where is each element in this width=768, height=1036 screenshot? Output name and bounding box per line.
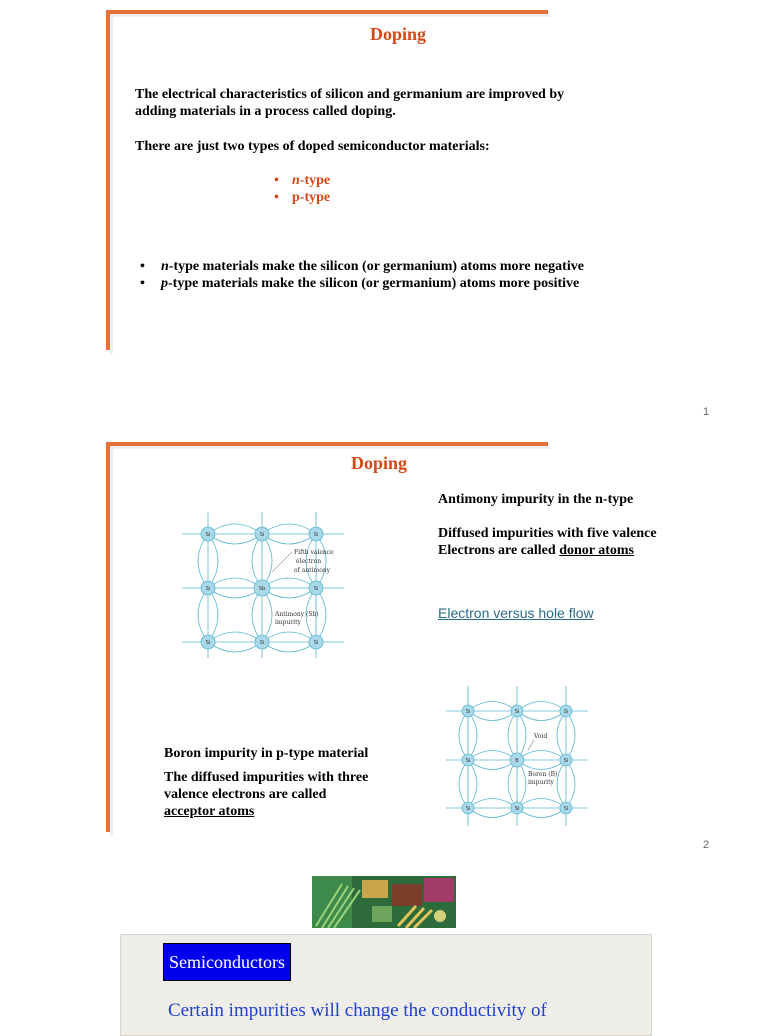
bullet-p-type bbox=[140, 275, 700, 292]
slide-1-title: Doping bbox=[369, 24, 427, 44]
donor-atoms-term: donor atoms bbox=[559, 543, 634, 558]
page-number-2: 2 bbox=[703, 839, 710, 851]
atom-label: Si bbox=[259, 532, 265, 538]
label-void: Void bbox=[534, 733, 548, 740]
semiconductors-button[interactable]: Semiconductors bbox=[163, 943, 291, 981]
atom-label: Si bbox=[205, 532, 211, 538]
type-rest: p-type bbox=[292, 190, 331, 205]
acceptor-atoms-term: acceptor atoms bbox=[164, 804, 255, 819]
bullet-dot: • bbox=[140, 276, 145, 291]
atom-label: Si bbox=[465, 709, 471, 715]
impurity-atom-label: B bbox=[515, 758, 519, 764]
bullet-italic: n bbox=[161, 259, 169, 274]
atom-label: Si bbox=[563, 709, 569, 715]
bullet-rest: -type materials make the silicon (or germanium) atoms more negative bbox=[168, 259, 584, 274]
slide-1-para-1 bbox=[135, 86, 655, 120]
bullet-rest: -type materials make the silicon (or germanium) atoms more positive bbox=[168, 276, 580, 291]
bullet-dot: • bbox=[274, 190, 279, 205]
atom-label: Si bbox=[514, 709, 520, 715]
atom-label: Si bbox=[313, 586, 319, 592]
slide-2-top-shadow bbox=[110, 446, 550, 449]
atom-label: Si bbox=[259, 640, 265, 646]
acceptor-line-2: valence electrons are called bbox=[164, 787, 327, 802]
page-number-1: 1 bbox=[703, 406, 710, 418]
bullet-dot: • bbox=[274, 173, 279, 188]
donor-text bbox=[438, 525, 657, 559]
donor-prefix: Electrons are called bbox=[438, 543, 560, 558]
boron-heading: Boron impurity in p-type material bbox=[164, 746, 369, 761]
donor-line-1: Diffused impurities with five valence bbox=[438, 526, 657, 541]
label-fifth-3: of antimony bbox=[294, 567, 331, 574]
atom-label: Si bbox=[465, 758, 471, 764]
bullet-italic: p bbox=[161, 276, 168, 291]
impurity-atom-label: Sb bbox=[258, 586, 266, 592]
atom-label: Si bbox=[313, 532, 319, 538]
para-1-line-2: adding materials in a process called doping. bbox=[135, 104, 396, 119]
atom-label: Si bbox=[563, 758, 569, 764]
bullet-n-type bbox=[140, 258, 700, 275]
slide-1-bullets bbox=[140, 258, 700, 292]
slide-2-left-shadow bbox=[110, 446, 113, 836]
slide-1-top-shadow bbox=[110, 14, 550, 17]
atom-label: Si bbox=[514, 806, 520, 812]
donor-line-2 bbox=[438, 542, 657, 559]
atom-label: Si bbox=[465, 806, 471, 812]
type-item-p bbox=[274, 189, 330, 206]
n-type-lattice-diagram bbox=[180, 510, 346, 660]
label-imp-2: impurity bbox=[528, 779, 554, 786]
circuit-board-image bbox=[312, 876, 456, 928]
atom-label: Si bbox=[205, 586, 211, 592]
antimony-heading: Antimony impurity in the n-type bbox=[438, 492, 634, 507]
bullet-dot: • bbox=[140, 259, 145, 274]
acceptor-text bbox=[164, 769, 368, 820]
slide-1-left-shadow bbox=[110, 14, 113, 354]
atom-label: Si bbox=[563, 806, 569, 812]
atom-label: Si bbox=[205, 640, 211, 646]
label-fifth-1: Fifth valence bbox=[294, 549, 334, 556]
para-1-line-1: The electrical characteristics of silicon and germanium are improved by bbox=[135, 87, 565, 102]
acceptor-line-1: The diffused impurities with three bbox=[164, 770, 369, 785]
electron-hole-flow-link[interactable]: Electron versus hole flow bbox=[438, 605, 594, 621]
slide-3-text: Certain impurities will change the conductivity of bbox=[168, 1000, 547, 1021]
slide-1-para-2: There are just two types of doped semiconductor materials: bbox=[135, 139, 490, 154]
type-rest: -type bbox=[299, 173, 331, 188]
type-item-n bbox=[274, 172, 330, 189]
label-imp-2: impurity bbox=[275, 619, 301, 626]
type-italic: n bbox=[292, 173, 300, 188]
type-list bbox=[274, 172, 330, 206]
slide-2-title: Doping bbox=[350, 453, 408, 473]
label-imp-1: Boron (B) bbox=[528, 771, 558, 778]
label-imp-1: Antimony (Sb) bbox=[275, 611, 319, 618]
p-type-lattice-diagram bbox=[444, 684, 590, 828]
label-fifth-2: electron bbox=[296, 558, 322, 565]
atom-label: Si bbox=[313, 640, 319, 646]
